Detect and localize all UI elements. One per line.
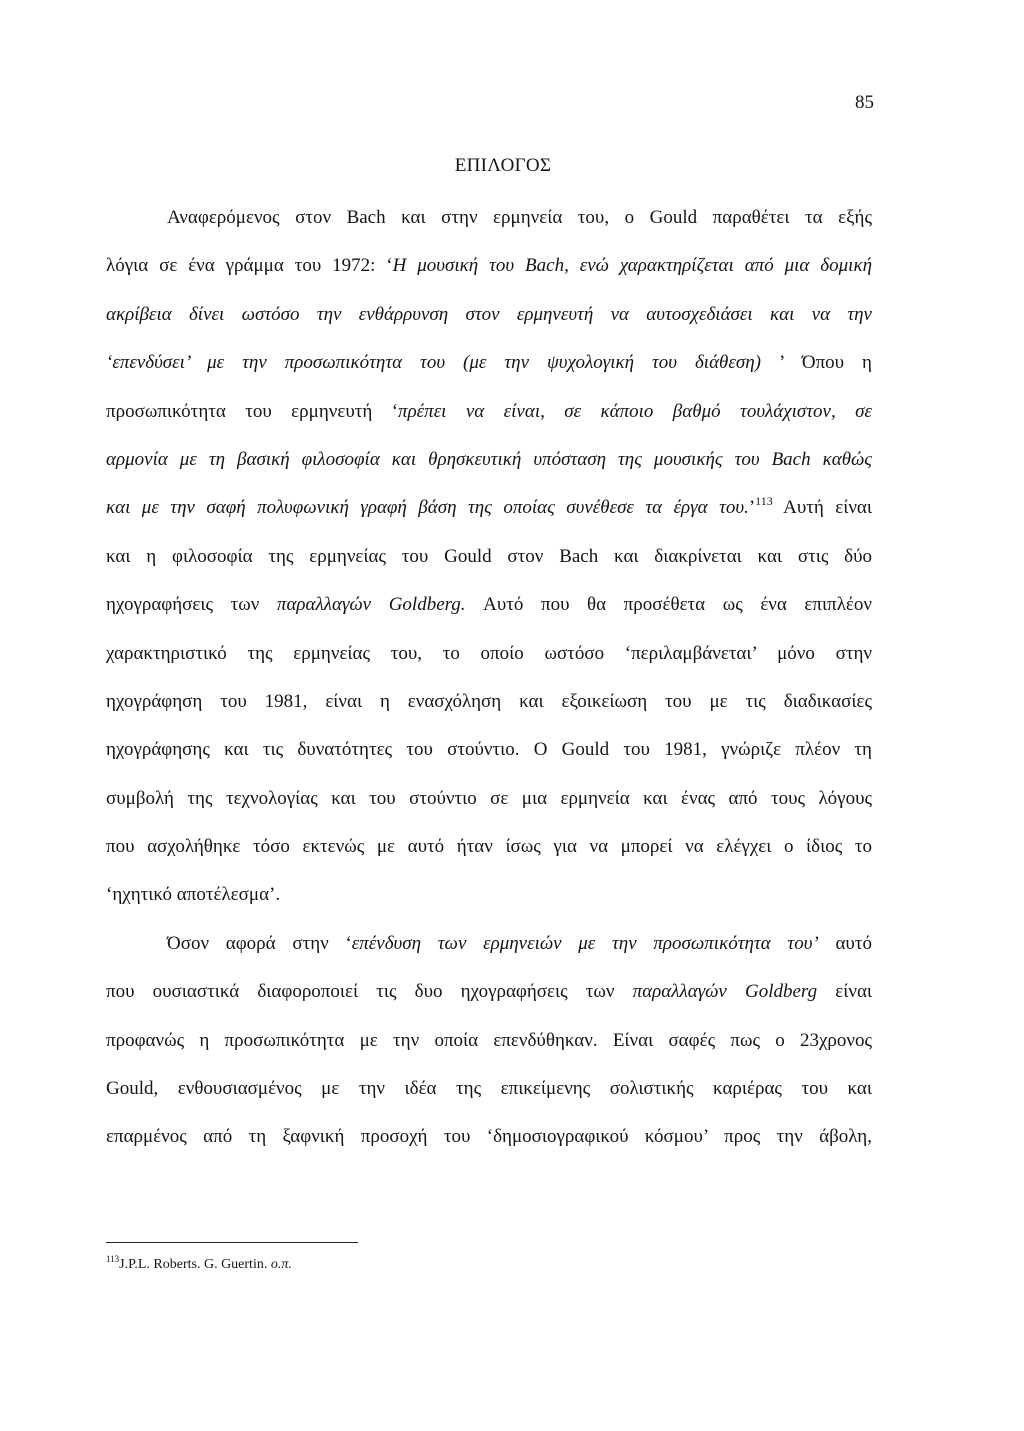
text-segment: Gould, ενθουσιασμένος με την ιδέα της επικείμενης σολιστικής καριέρας του και: [106, 1078, 872, 1100]
text-line: [106, 291, 872, 339]
text-segment: προσωπικότητα του ερμηνευτή ‘: [106, 400, 399, 422]
text-segment: ’ Όπου η: [761, 352, 872, 374]
text-segment: επαρμένος από τη ξαφνική προσοχή του ‘δημοσιογραφικού κόσμου’ προς την άβολη,: [106, 1126, 872, 1148]
text-segment: προφανώς η προσωπικότητα με την οποία επενδύθηκαν. Είναι σαφές πως ο 23χρονος: [106, 1029, 872, 1051]
quote-italic: Η μουσική του Bach, ενώ χαρακτηρίζεται από μια δομική: [392, 255, 872, 277]
footnote-marker: 113: [106, 1254, 120, 1264]
text-segment: ‘ηχητικό αποτέλεσμα’.: [106, 884, 281, 906]
text-segment: που ασχολήθηκε τόσο εκτενώς με αυτό ήταν ίσως για να μπορεί να ελέγχει ο ίδιος το: [106, 836, 872, 858]
quote-italic: ακρίβεια δίνει ωστόσο την ενθάρρυνση στον ερμηνευτή να αυτοσχεδιάσει και να την: [106, 303, 872, 325]
text-segment: ηχογράφηση του 1981, είναι η ενασχόληση και εξοικείωση του με τις διαδικασίες: [106, 690, 872, 712]
footnote-text: J.P.L. Roberts. G. Guertin.: [119, 1257, 271, 1272]
footnote-abbreviation: ο.π.: [270, 1257, 292, 1272]
text-line: [106, 871, 872, 919]
text-line: [106, 1017, 872, 1065]
text-segment: Αυτή είναι: [772, 497, 872, 519]
text-segment: ηχογραφήσεις των: [106, 594, 277, 616]
quote-italic: πρέπει να είναι, σε κάποιο βαθμό τουλάχιστον, σε: [398, 400, 872, 422]
body-text: [106, 194, 872, 1162]
footnote: [106, 1254, 606, 1276]
text-segment: που ουσιαστικά διαφοροποιεί τις δυο ηχογραφήσεις των: [106, 981, 633, 1003]
text-line: [106, 339, 872, 387]
footnote-reference: 113: [755, 494, 773, 509]
italic-term: παραλλαγών Goldberg.: [276, 594, 466, 616]
text-line: [106, 436, 872, 484]
quote-italic: επένδυση των ερμηνειών με την προσωπικότητα του’: [351, 932, 819, 954]
text-segment: Αναφερόμενος στον Bach και στην ερμηνεία του, ο Gould παραθέτει τα εξής: [167, 207, 872, 228]
text-segment: είναι: [817, 981, 872, 1003]
text-line: [106, 775, 872, 823]
text-line: [106, 678, 872, 726]
text-segment: λόγια σε ένα γράμμα του 1972: ‘: [106, 255, 393, 277]
page-number: 85: [855, 92, 874, 113]
quote-italic: και με την σαφή πολυφωνική γραφή βάση της οποίας συνέθεσε τα έργα του.: [106, 497, 749, 519]
text-line: [106, 388, 872, 436]
quote-italic: ‘επενδύσει’ με την προσωπικότητα του (με την ψυχολογική του διάθεση): [106, 352, 762, 374]
text-line: [106, 1065, 872, 1113]
text-line: [106, 242, 872, 290]
chapter-title: ΕΠΙΛΟΓΟΣ: [454, 155, 552, 176]
text-segment: ’: [748, 497, 756, 519]
text-line: [106, 581, 872, 629]
footnote-divider: [106, 1242, 358, 1243]
text-segment: και η φιλοσοφία της ερμηνείας του Gould στον Bach και διακρίνεται και στις δύο: [106, 545, 872, 567]
text-segment: Όσον αφορά στην ‘: [167, 932, 352, 954]
text-segment: Αυτό που θα προσέθετα ως ένα επιπλέον: [465, 594, 872, 616]
text-line: [106, 726, 872, 774]
text-line: [106, 823, 872, 871]
text-segment: αυτό: [818, 932, 872, 954]
text-line: [106, 920, 872, 968]
text-line: [106, 968, 872, 1016]
text-segment: χαρακτηριστικό της ερμηνείας του, το οποίο ωστόσο ‘περιλαμβάνεται’ μόνο στην: [106, 642, 872, 664]
text-segment: ηχογράφησης και τις δυνατότητες του στούντιο. Ο Gould του 1981, γνώριζε πλέον τη: [106, 739, 872, 761]
text-segment: συμβολή της τεχνολογίας και του στούντιο σε μια ερμηνεία και ένας από τους λόγους: [106, 787, 872, 809]
text-line: [106, 484, 872, 532]
text-line: [106, 630, 872, 678]
italic-term: παραλλαγών Goldberg: [632, 981, 818, 1003]
text-line: [106, 1113, 872, 1161]
quote-italic: αρμονία με τη βασική φιλοσοφία και θρησκευτική υπόσταση της μουσικής του Bach καθώς: [106, 448, 872, 470]
text-line: [106, 194, 872, 242]
text-line: [106, 533, 872, 581]
